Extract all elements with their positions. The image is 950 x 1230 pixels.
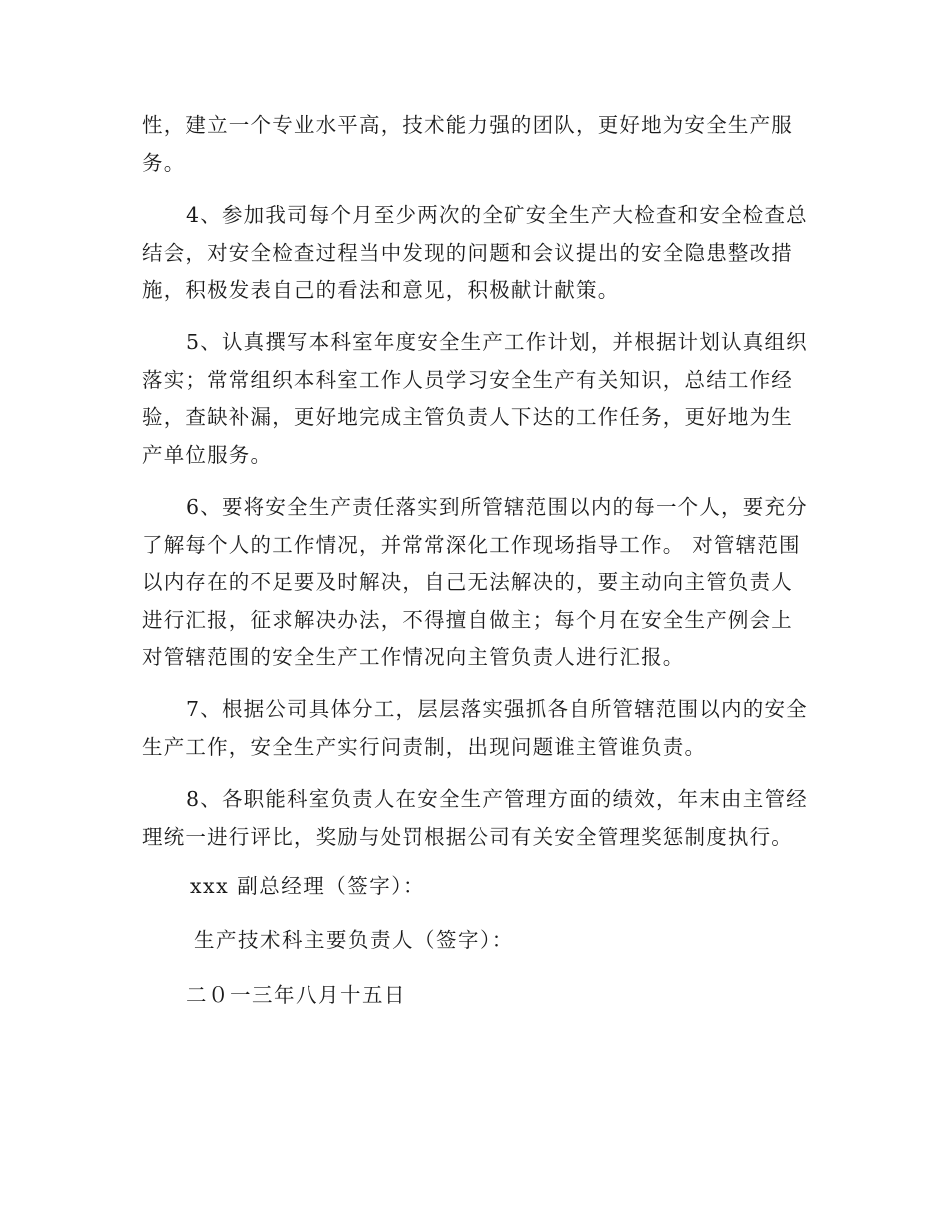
text-line: 对管辖范围的安全生产工作情况向主管负责人进行汇报。 (142, 645, 685, 669)
signature-deputy-manager: xxx 副总经理（签字）： (190, 874, 425, 898)
paragraph-item-6 (142, 489, 812, 677)
text-line: 性，建立一个专业水平高，技术能力强的团队，更好地为安全生产服 (142, 113, 793, 137)
text-line: 落实；常常组织本科室工作人员学习安全生产有关知识，总结工作经 (142, 367, 793, 392)
text-line: 了解每个人的工作情况，并常常深化工作现场指导工作。 对管辖范围 (142, 532, 801, 557)
paragraph-item-4 (142, 197, 812, 310)
text-line: 6、要将安全生产责任落实到所管辖范围以内的每一个人，要充分 (186, 495, 808, 519)
text-line: 理统一进行评比，奖励与处罚根据公司有关安全管理奖惩制度执行。 (142, 824, 793, 849)
text-line: 结会，对安全检查过程当中发现的问题和会议提出的安全隐患整改措 (142, 240, 793, 265)
text-line: 5、认真撰写本科室年度安全生产工作计划，并根据计划认真组织 (186, 330, 808, 354)
signature-tech-section-head: 生产技术科主要负责人（签字）： (194, 928, 514, 952)
signature-date: 二０一三年八月十五日 (186, 983, 406, 1007)
text-line: 4、参加我司每个月至少两次的全矿安全生产大检查和安全检查总 (186, 203, 808, 227)
text-line: 7、根据公司具体分工，层层落实强抓各自所管辖范围以内的安全 (186, 697, 808, 721)
paragraph-continuation (142, 107, 812, 182)
text-line: 务。 (142, 150, 186, 175)
paragraph-item-5 (142, 324, 812, 474)
text-line: 8、各职能科室负责人在安全生产管理方面的绩效，年末由主管经 (186, 787, 808, 811)
text-line: 进行汇报，征求解决办法，不得擅自做主；每个月在安全生产例会上 (142, 607, 793, 632)
text-line: 以内存在的不足要及时解决，自己无法解决的，要主动向主管负责人 (142, 570, 793, 594)
text-line: 生产工作，安全生产实行问责制，出现问题谁主管谁负责。 (142, 734, 707, 759)
text-line: 产单位服务。 (142, 442, 273, 467)
paragraph-item-8 (142, 781, 812, 856)
text-line: 验，查缺补漏，更好地完成主管负责人下达的工作任务，更好地为生 (142, 405, 793, 429)
text-line: 施，积极发表自己的看法和意见，积极献计献策。 (142, 278, 620, 302)
paragraph-item-7 (142, 691, 812, 766)
